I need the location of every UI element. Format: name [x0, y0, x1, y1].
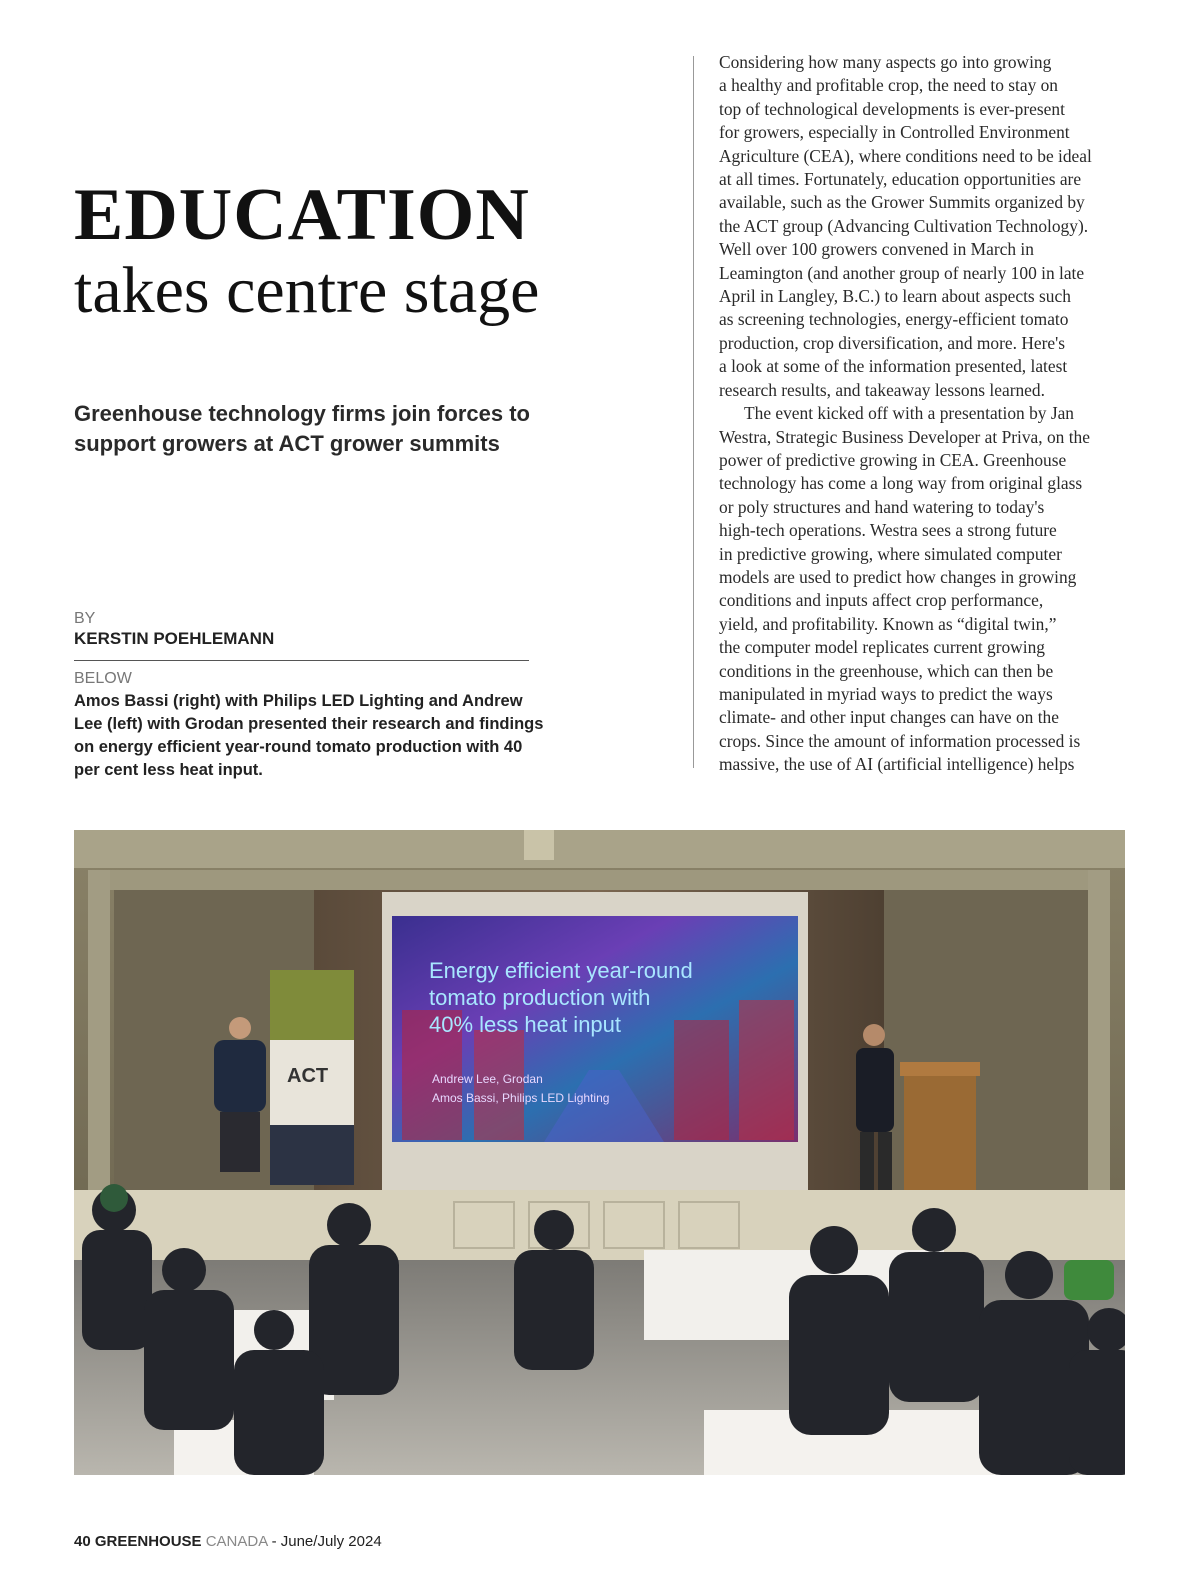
byline-author: KERSTIN POEHLEMANN — [74, 629, 275, 648]
presenter-right-leg — [878, 1132, 892, 1192]
byline-label: BY — [74, 610, 96, 627]
body-line: technology has come a long way from original glass — [719, 473, 1083, 494]
headline-sub: takes centre stage — [74, 254, 540, 327]
body-line: the ACT group (Advancing Cultivation Technology). — [719, 215, 1089, 236]
photo-caption: Amos Bassi (right) with Philips LED Lighting and Andrew Lee (left) with Grodan presented their research and findings on energy efficient year-round tomato production with 40 per cent less heat input. — [74, 692, 544, 779]
body-line: high-tech operations. Westra sees a strong future — [719, 520, 1057, 541]
column-divider — [693, 56, 694, 768]
body-line: Well over 100 growers convened in March in — [719, 239, 1034, 260]
proscenium-arch — [104, 870, 1094, 890]
body-line: crops. Since the amount of information processed is — [719, 730, 1081, 751]
presenter-left-chair — [220, 1112, 260, 1172]
podium-top — [900, 1062, 980, 1076]
body-line: research results, and takeaway lessons learned. — [719, 379, 1045, 400]
body-line: The event kicked off with a presentation by Jan — [744, 403, 1074, 424]
body-line: Agriculture (CEA), where conditions need to be ideal — [719, 145, 1092, 166]
body-line: Leamington (and another group of nearly 100 in late — [719, 262, 1085, 283]
presenter-right-body — [856, 1048, 894, 1132]
body-line: conditions and inputs affect crop performance, — [719, 590, 1044, 611]
body-line: massive, the use of AI (artificial intelligence) helps — [719, 754, 1075, 775]
presenter-right-leg — [860, 1132, 874, 1192]
body-line: a look at some of the information presented, latest — [719, 356, 1068, 377]
chandelier — [524, 830, 554, 860]
body-line: available, such as the Grower Summits organized by — [719, 192, 1085, 213]
slide-title-line-3: 40% less heat input — [429, 1012, 622, 1037]
body-line: April in Langley, B.C.) to learn about aspects such — [719, 286, 1071, 307]
body-line: at all times. Fortunately, education opportunities are — [719, 169, 1082, 190]
banner-produce-image — [270, 970, 354, 1040]
body-line: models are used to predict how changes in growing — [719, 566, 1077, 587]
body-line: manipulated in myriad ways to predict the ways — [719, 683, 1053, 704]
right-pillar — [1088, 870, 1110, 1190]
banner-logo-text: ACT — [287, 1065, 329, 1087]
byline-rule — [74, 660, 529, 661]
body-line: the computer model replicates current growing — [719, 637, 1045, 658]
footer-publication: GREENHOUSE — [94, 1533, 202, 1550]
body-line: a healthy and profitable crop, the need to stay on — [719, 75, 1058, 96]
body-line: as screening technologies, energy-efficient tomato — [719, 309, 1069, 330]
article-body — [719, 51, 1129, 777]
presenter-right-head — [863, 1024, 885, 1046]
slide-title-line-1: Energy efficient year-round — [429, 958, 693, 983]
body-line: climate- and other input changes can have on the — [719, 707, 1059, 728]
slide-presenter-2: Amos Bassi, Philips LED Lighting — [432, 1091, 610, 1105]
page-footer — [74, 1533, 382, 1550]
podium — [904, 1065, 976, 1195]
presenter-left-body — [214, 1040, 266, 1112]
deck-subheadline: Greenhouse technology firms join forces to support growers at ACT grower summits — [74, 401, 530, 456]
footer-issue: June/July 2024 — [280, 1533, 382, 1550]
stage-front — [74, 1190, 1125, 1260]
slide-presenter-1: Andrew Lee, Grodan — [432, 1072, 543, 1086]
presenter-left-head — [229, 1017, 251, 1039]
body-line: power of predictive growing in CEA. Greenhouse — [719, 449, 1067, 470]
ceiling-trim — [74, 830, 1125, 868]
left-pillar — [88, 870, 110, 1190]
body-line: yield, and profitability. Known as “digital twin,” — [719, 613, 1057, 634]
body-line: top of technological developments is ever-present — [719, 98, 1065, 119]
conference-photo — [74, 830, 1125, 1475]
body-line: Considering how many aspects go into growing — [719, 52, 1052, 72]
headline-main: EDUCATION — [74, 174, 530, 256]
body-line: conditions in the greenhouse, which can then be — [719, 660, 1054, 681]
body-line: in predictive growing, where simulated computer — [719, 543, 1062, 564]
conference-photo-illustration — [74, 830, 1125, 1475]
footer-publication-country: CANADA — [205, 1533, 268, 1550]
body-line: Westra, Strategic Business Developer at Priva, on the — [719, 426, 1090, 447]
caption-label: BELOW — [74, 670, 132, 687]
footer-separator: - — [271, 1533, 277, 1550]
body-line: production, crop diversification, and more. Here's — [719, 332, 1066, 353]
body-line: or poly structures and hand watering to today's — [719, 496, 1045, 517]
banner-sponsor-panel — [270, 1125, 354, 1185]
audience-green-shirt — [1064, 1260, 1114, 1300]
slide-title-line-2: tomato production with — [429, 985, 651, 1010]
body-line: for growers, especially in Controlled Environment — [719, 122, 1070, 143]
footer-page-number: 40 — [74, 1533, 91, 1550]
audience-cap — [100, 1184, 128, 1212]
